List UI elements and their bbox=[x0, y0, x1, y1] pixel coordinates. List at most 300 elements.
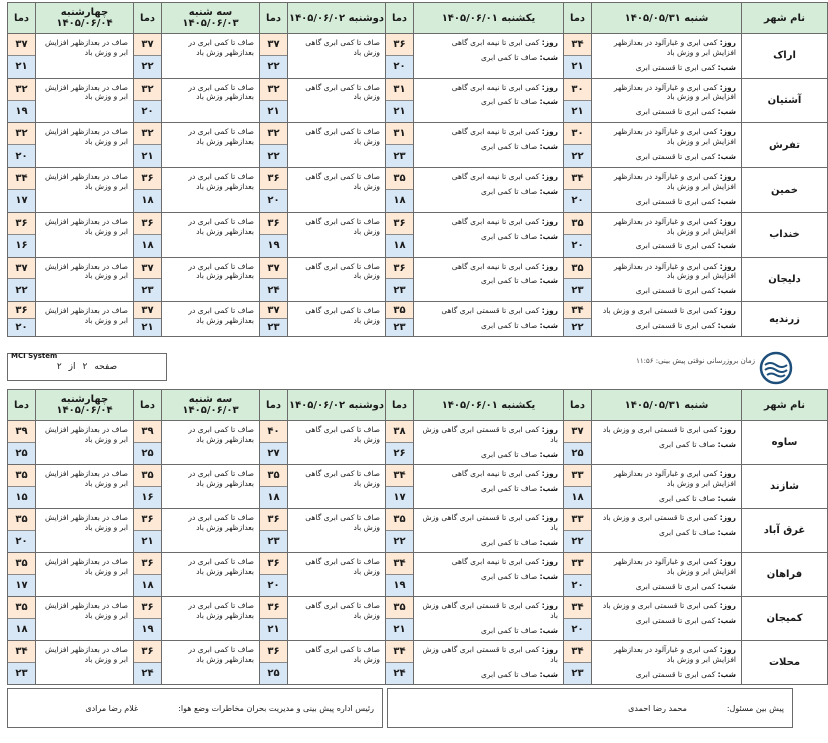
forecast-description bbox=[36, 212, 134, 257]
min-temp: ۲۰ bbox=[134, 101, 161, 123]
forecast-text: صاف در بعدازظهر افزایش ابر و وزش باد bbox=[45, 261, 128, 281]
night-label: شب: bbox=[539, 52, 558, 62]
forecast-description bbox=[288, 421, 386, 465]
night-label: شب: bbox=[539, 276, 558, 286]
min-temp: ۱۹ bbox=[134, 619, 161, 641]
forecast-description bbox=[162, 302, 260, 337]
max-temp: ۳۴ bbox=[8, 168, 35, 190]
max-temp: ۳۴ bbox=[386, 465, 413, 487]
day-text: کمی ابری و غبارآلود در بعدازظهر افزایش ابر و وزش باد bbox=[613, 172, 736, 191]
min-temp: ۱۹ bbox=[260, 235, 287, 257]
forecast-description bbox=[288, 168, 386, 213]
max-temp: ۳۶ bbox=[386, 213, 413, 235]
max-temp: ۳۷ bbox=[564, 421, 591, 443]
min-temp: ۲۰ bbox=[564, 619, 591, 641]
day-text: کمی ابری تا نیمه ابری گاهی bbox=[451, 82, 540, 92]
temperature-cell bbox=[260, 34, 288, 79]
day-text: کمی ابری تا نیمه ابری گاهی bbox=[451, 557, 540, 566]
temperature-cell bbox=[8, 168, 36, 213]
temperature-cell bbox=[386, 212, 414, 257]
min-temp: ۲۳ bbox=[564, 279, 591, 301]
day-label: روز: bbox=[719, 38, 736, 47]
day-text: کمی ابری تا نیمه ابری گاهی bbox=[451, 127, 540, 137]
temperature-cell bbox=[8, 465, 36, 509]
max-temp: ۳۶ bbox=[8, 302, 35, 319]
day-text: کمی ابری تا قسمتی ابری گاهی وزش باد bbox=[422, 513, 558, 532]
forecast-description bbox=[592, 421, 742, 465]
temperature-cell bbox=[134, 421, 162, 465]
night-forecast bbox=[419, 276, 558, 286]
temperature-cell bbox=[8, 78, 36, 123]
min-temp: ۲۰ bbox=[8, 319, 35, 336]
temperature-cell bbox=[386, 34, 414, 79]
forecast-text: صاف تا کمی ابری گاهی وزش باد bbox=[305, 216, 380, 236]
day-forecast bbox=[614, 645, 736, 664]
max-temp: ۳۲ bbox=[260, 79, 287, 101]
night-forecast bbox=[597, 616, 736, 626]
forecast-description bbox=[414, 212, 564, 257]
day-forecast bbox=[603, 306, 736, 315]
night-text: صاف تا کمی ابری bbox=[480, 537, 538, 547]
night-text: کمی ابری تا قسمتی ابری bbox=[635, 151, 716, 161]
min-temp: ۱۸ bbox=[134, 235, 161, 257]
day-label: روز: bbox=[719, 601, 736, 610]
day-text: کمی ابری تا قسمتی ابری و وزش باد bbox=[602, 425, 718, 434]
city-row bbox=[8, 168, 828, 213]
night-forecast bbox=[597, 286, 736, 296]
temperature-cell bbox=[260, 465, 288, 509]
max-temp: ۳۴ bbox=[386, 641, 413, 663]
max-temp: ۳۴ bbox=[564, 597, 591, 619]
header-city: نام شهر bbox=[742, 390, 828, 421]
max-temp: ۳۷ bbox=[134, 258, 161, 280]
min-temp: ۱۸ bbox=[134, 190, 161, 212]
max-temp: ۳۷ bbox=[260, 34, 287, 56]
min-temp: ۱۶ bbox=[134, 487, 161, 509]
organization-logo-icon bbox=[759, 351, 793, 385]
day-forecast bbox=[452, 38, 558, 47]
header-day-2: یکشنبه ۱۴۰۵/۰۶/۰۱ bbox=[414, 3, 564, 34]
day-forecast bbox=[423, 601, 558, 620]
page-total: ۲ bbox=[56, 362, 62, 372]
day-text: کمی ابری و غبارآلود در بعدازظهر افزایش ابر و وزش باد bbox=[613, 469, 736, 488]
department-head-name: غلام رضا مرادی bbox=[85, 703, 139, 713]
min-temp: ۲۰ bbox=[260, 190, 287, 212]
day-text: کمی ابری و غبارآلود در بعدازظهر افزایش ابر و وزش باد bbox=[613, 82, 736, 102]
min-temp: ۲۲ bbox=[260, 145, 287, 167]
min-temp: ۱۹ bbox=[386, 575, 413, 597]
max-temp: ۳۲ bbox=[134, 79, 161, 101]
temperature-cell bbox=[134, 123, 162, 168]
city-row bbox=[8, 421, 828, 465]
temperature-cell bbox=[8, 553, 36, 597]
max-temp: ۳۶ bbox=[134, 168, 161, 190]
max-temp: ۳۶ bbox=[134, 553, 161, 575]
max-temp: ۳۳ bbox=[564, 553, 591, 575]
max-temp: ۳۵ bbox=[260, 465, 287, 487]
night-forecast bbox=[597, 197, 736, 207]
temperature-cell bbox=[564, 509, 592, 553]
page-label: صفحه bbox=[94, 362, 118, 372]
min-temp: ۲۲ bbox=[564, 531, 591, 553]
forecast-description bbox=[288, 465, 386, 509]
temperature-cell bbox=[8, 421, 36, 465]
min-temp: ۲۱ bbox=[386, 101, 413, 123]
day-text: کمی ابری تا قسمتی ابری گاهی وزش باد bbox=[422, 645, 558, 664]
min-temp: ۲۳ bbox=[564, 663, 591, 685]
day-label: روز: bbox=[719, 557, 736, 566]
temperature-cell bbox=[134, 212, 162, 257]
temperature-cell bbox=[260, 553, 288, 597]
temperature-cell bbox=[8, 302, 36, 337]
max-temp: ۳۸ bbox=[386, 421, 413, 443]
forecast-text: صاف در بعدازظهر افزایش ابر و وزش باد bbox=[45, 38, 128, 57]
night-label: شب: bbox=[717, 493, 736, 503]
forecast-text: صاف در بعدازظهر افزایش ابر و وزش باد bbox=[45, 601, 128, 620]
night-forecast bbox=[419, 232, 558, 242]
night-label: شب: bbox=[717, 196, 736, 206]
min-temp: ۱۸ bbox=[386, 190, 413, 212]
forecast-description bbox=[414, 509, 564, 553]
city-row bbox=[8, 34, 828, 79]
day-forecast bbox=[452, 127, 558, 136]
day-label: روز: bbox=[541, 216, 558, 226]
day-text: کمی ابری و غبارآلود در بعدازظهر افزایش ابر و وزش باد bbox=[613, 557, 736, 576]
city-name: شازند bbox=[742, 465, 828, 509]
header-row bbox=[8, 390, 828, 421]
forecast-text: صاف تا کمی ابری گاهی وزش باد bbox=[305, 306, 380, 326]
temperature-cell bbox=[260, 212, 288, 257]
night-text: کمی ابری تا قسمتی ابری bbox=[635, 241, 716, 251]
forecast-description bbox=[592, 509, 742, 553]
min-temp: ۲۱ bbox=[134, 531, 161, 553]
forecast-text: صاف تا کمی ابری گاهی وزش باد bbox=[305, 425, 380, 444]
temperature-cell bbox=[386, 641, 414, 685]
forecaster-label: پیش بین مسئول: bbox=[726, 703, 784, 713]
min-temp: ۲۲ bbox=[564, 145, 591, 167]
max-temp: ۳۲ bbox=[134, 123, 161, 145]
day-label: روز: bbox=[719, 306, 736, 316]
max-temp: ۳۵ bbox=[386, 302, 413, 319]
day-label: روز: bbox=[541, 261, 558, 271]
header-day-1: شنبه ۱۴۰۵/۰۵/۳۱ bbox=[592, 390, 742, 421]
night-text: صاف تا کمی ابری bbox=[480, 625, 538, 635]
header-temp: دما bbox=[8, 3, 36, 34]
temperature-cell bbox=[8, 509, 36, 553]
forecast-table-top bbox=[7, 2, 828, 337]
max-temp: ۳۴ bbox=[564, 641, 591, 663]
night-forecast bbox=[419, 538, 558, 548]
day-label: روز: bbox=[719, 82, 736, 92]
forecast-description bbox=[36, 168, 134, 213]
day-forecast bbox=[452, 217, 558, 226]
night-text: صاف تا کمی ابری bbox=[480, 321, 538, 331]
day-forecast bbox=[614, 83, 736, 102]
day-text: کمی ابری و غبارآلود در بعدازظهر افزایش ابر و وزش باد bbox=[613, 645, 736, 664]
forecast-description bbox=[36, 421, 134, 465]
forecast-description bbox=[592, 465, 742, 509]
max-temp: ۳۱ bbox=[386, 79, 413, 101]
max-temp: ۳۴ bbox=[386, 553, 413, 575]
day-forecast bbox=[423, 425, 558, 444]
max-temp: ۳۴ bbox=[564, 168, 591, 190]
min-temp: ۱۸ bbox=[260, 487, 287, 509]
min-temp: ۲۲ bbox=[134, 56, 161, 78]
night-label: شب: bbox=[717, 62, 736, 72]
night-forecast bbox=[419, 572, 558, 582]
city-name: خمین bbox=[742, 168, 828, 213]
temperature-cell bbox=[564, 78, 592, 123]
max-temp: ۳۳ bbox=[564, 509, 591, 531]
forecast-description bbox=[414, 421, 564, 465]
forecast-description bbox=[592, 168, 742, 213]
day-forecast bbox=[423, 513, 558, 532]
night-label: شب: bbox=[539, 571, 558, 581]
city-name: دلیجان bbox=[742, 257, 828, 302]
min-temp: ۲۱ bbox=[8, 56, 35, 78]
city-row bbox=[8, 78, 828, 123]
min-temp: ۱۸ bbox=[386, 235, 413, 257]
forecast-table-bottom-wrapper bbox=[7, 389, 806, 685]
night-text: صاف تا کمی ابری bbox=[480, 186, 538, 196]
temperature-cell bbox=[386, 302, 414, 337]
min-temp: ۲۳ bbox=[386, 279, 413, 301]
max-temp: ۳۶ bbox=[260, 641, 287, 663]
city-name: خنداب bbox=[742, 212, 828, 257]
forecast-text: صاف تا کمی ابری در بعدازظهر وزش باد bbox=[188, 82, 254, 102]
forecast-description bbox=[162, 553, 260, 597]
forecast-text: صاف تا کمی ابری در بعدازظهر وزش باد bbox=[188, 38, 254, 57]
min-temp: ۲۵ bbox=[564, 443, 591, 465]
day-forecast bbox=[603, 601, 736, 610]
night-label: شب: bbox=[717, 321, 736, 331]
temperature-cell bbox=[564, 212, 592, 257]
header-day-3: دوشنبه ۱۴۰۵/۰۶/۰۲ bbox=[288, 390, 386, 421]
min-temp: ۲۷ bbox=[260, 443, 287, 465]
temperature-cell bbox=[386, 257, 414, 302]
forecast-description bbox=[288, 553, 386, 597]
forecast-text: صاف تا کمی ابری در بعدازظهر وزش باد bbox=[188, 645, 254, 664]
min-temp: ۲۱ bbox=[564, 56, 591, 78]
max-temp: ۳۶ bbox=[386, 258, 413, 280]
forecast-text: صاف تا کمی ابری در بعدازظهر وزش باد bbox=[188, 469, 254, 488]
min-temp: ۱۷ bbox=[8, 575, 35, 597]
max-temp: ۳۱ bbox=[386, 123, 413, 145]
forecast-description bbox=[36, 302, 134, 337]
max-temp: ۳۹ bbox=[8, 421, 35, 443]
day-forecast bbox=[452, 262, 558, 271]
night-label: شب: bbox=[717, 241, 736, 251]
forecast-text: صاف تا کمی ابری گاهی وزش باد bbox=[305, 127, 380, 147]
min-temp: ۲۱ bbox=[260, 619, 287, 641]
forecast-description bbox=[288, 509, 386, 553]
forecast-text: صاف تا کمی ابری گاهی وزش باد bbox=[305, 645, 380, 664]
day-text: کمی ابری تا قسمتی ابری و وزش باد bbox=[602, 601, 718, 610]
forecast-description bbox=[592, 641, 742, 685]
temperature-cell bbox=[134, 257, 162, 302]
forecast-text: صاف در بعدازظهر افزایش ابر و وزش باد bbox=[45, 469, 128, 488]
city-name: ساوه bbox=[742, 421, 828, 465]
day-text: کمی ابری تا نیمه ابری گاهی bbox=[451, 469, 540, 478]
header-temp: دما bbox=[260, 390, 288, 421]
night-forecast bbox=[597, 107, 736, 117]
city-row bbox=[8, 302, 828, 337]
min-temp: ۲۱ bbox=[260, 101, 287, 123]
temperature-cell bbox=[260, 302, 288, 337]
day-label: روز: bbox=[719, 425, 736, 434]
min-temp: ۲۰ bbox=[564, 575, 591, 597]
min-temp: ۲۰ bbox=[8, 145, 35, 167]
max-temp: ۳۶ bbox=[260, 168, 287, 190]
max-temp: ۳۷ bbox=[134, 34, 161, 56]
night-label: شب: bbox=[539, 186, 558, 196]
temperature-cell bbox=[260, 168, 288, 213]
forecast-description bbox=[414, 34, 564, 79]
min-temp: ۱۵ bbox=[8, 487, 35, 509]
temperature-cell bbox=[564, 257, 592, 302]
night-label: شب: bbox=[539, 231, 558, 241]
max-temp: ۳۵ bbox=[8, 553, 35, 575]
city-name: آشتیان bbox=[742, 78, 828, 123]
header-day-1: شنبه ۱۴۰۵/۰۵/۳۱ bbox=[592, 3, 742, 34]
temperature-cell bbox=[386, 78, 414, 123]
forecast-description bbox=[288, 34, 386, 79]
forecast-description bbox=[414, 168, 564, 213]
temperature-cell bbox=[8, 641, 36, 685]
forecast-description bbox=[36, 597, 134, 641]
night-text: صاف تا کمی ابری bbox=[480, 669, 538, 679]
forecast-description bbox=[162, 509, 260, 553]
header-temp: دما bbox=[134, 3, 162, 34]
max-temp: ۴۰ bbox=[260, 421, 287, 443]
forecast-text: صاف در بعدازظهر افزایش ابر و وزش باد bbox=[45, 82, 128, 102]
forecast-text: صاف تا کمی ابری در بعدازظهر وزش باد bbox=[188, 513, 254, 532]
night-text: کمی ابری تا قسمتی ابری bbox=[635, 615, 716, 625]
day-text: کمی ابری و غبارآلود در بعدازظهر افزایش ابر و وزش باد bbox=[613, 216, 736, 236]
max-temp: ۳۷ bbox=[8, 258, 35, 280]
header-temp: دما bbox=[134, 390, 162, 421]
max-temp: ۳۴ bbox=[564, 302, 591, 319]
min-temp: ۲۰ bbox=[260, 575, 287, 597]
night-text: کمی ابری تا قسمتی ابری bbox=[635, 107, 716, 117]
night-label: شب: bbox=[717, 615, 736, 625]
min-temp: ۲۵ bbox=[8, 443, 35, 465]
temperature-cell bbox=[564, 597, 592, 641]
night-text: صاف تا کمی ابری bbox=[480, 483, 538, 493]
temperature-cell bbox=[386, 168, 414, 213]
max-temp: ۳۷ bbox=[260, 258, 287, 280]
max-temp: ۳۶ bbox=[260, 553, 287, 575]
forecast-description bbox=[414, 257, 564, 302]
forecast-text: صاف تا کمی ابری گاهی وزش باد bbox=[305, 513, 380, 532]
forecast-text: صاف در بعدازظهر افزایش ابر و وزش باد bbox=[45, 216, 128, 236]
night-forecast bbox=[597, 321, 736, 331]
night-text: کمی ابری تا قسمتی ابری bbox=[635, 196, 716, 206]
system-label: MCI System bbox=[11, 352, 58, 360]
night-text: صاف تا کمی ابری bbox=[658, 493, 716, 503]
min-temp: ۱۸ bbox=[564, 487, 591, 509]
night-forecast bbox=[419, 187, 558, 197]
min-temp: ۲۲ bbox=[8, 279, 35, 301]
min-temp: ۱۸ bbox=[8, 619, 35, 641]
forecast-text: صاف تا کمی ابری در بعدازظهر وزش باد bbox=[188, 216, 254, 236]
temperature-cell bbox=[8, 34, 36, 79]
min-temp: ۱۷ bbox=[8, 190, 35, 212]
min-temp: ۲۳ bbox=[260, 531, 287, 553]
temperature-cell bbox=[386, 553, 414, 597]
forecast-text: صاف تا کمی ابری گاهی وزش باد bbox=[305, 557, 380, 576]
max-temp: ۳۶ bbox=[134, 509, 161, 531]
max-temp: ۳۶ bbox=[260, 597, 287, 619]
day-forecast bbox=[614, 172, 736, 191]
temperature-cell bbox=[260, 421, 288, 465]
forecast-table-bottom bbox=[7, 389, 828, 685]
forecast-description bbox=[288, 78, 386, 123]
forecast-description bbox=[414, 302, 564, 337]
night-text: صاف تا کمی ابری bbox=[480, 52, 538, 62]
forecast-description bbox=[288, 597, 386, 641]
forecast-description bbox=[414, 597, 564, 641]
night-forecast bbox=[597, 241, 736, 251]
temperature-cell bbox=[134, 641, 162, 685]
forecast-text: صاف تا کمی ابری گاهی وزش باد bbox=[305, 601, 380, 620]
night-text: صاف تا کمی ابری bbox=[480, 142, 538, 152]
temperature-cell bbox=[134, 78, 162, 123]
night-forecast bbox=[419, 321, 558, 331]
city-row bbox=[8, 641, 828, 685]
night-label: شب: bbox=[539, 449, 558, 459]
night-label: شب: bbox=[717, 107, 736, 117]
min-temp: ۲۱ bbox=[564, 101, 591, 123]
night-label: شب: bbox=[539, 142, 558, 152]
min-temp: ۲۰ bbox=[386, 56, 413, 78]
header-day-3: دوشنبه ۱۴۰۵/۰۶/۰۲ bbox=[288, 3, 386, 34]
forecast-description bbox=[414, 553, 564, 597]
day-label: روز: bbox=[719, 216, 736, 226]
min-temp: ۲۳ bbox=[386, 319, 413, 336]
day-label: روز: bbox=[541, 127, 558, 137]
city-row bbox=[8, 465, 828, 509]
forecast-text: صاف تا کمی ابری در بعدازظهر وزش باد bbox=[188, 601, 254, 620]
forecast-text: صاف تا کمی ابری در بعدازظهر وزش باد bbox=[188, 425, 254, 444]
forecast-description bbox=[592, 257, 742, 302]
max-temp: ۳۹ bbox=[134, 421, 161, 443]
city-name: تفرش bbox=[742, 123, 828, 168]
forecast-text: صاف تا کمی ابری در بعدازظهر وزش باد bbox=[188, 127, 254, 147]
forecast-description bbox=[36, 641, 134, 685]
city-row bbox=[8, 597, 828, 641]
night-forecast bbox=[597, 440, 736, 450]
max-temp: ۳۶ bbox=[134, 213, 161, 235]
night-forecast bbox=[597, 582, 736, 592]
day-forecast bbox=[614, 557, 736, 576]
day-label: روز: bbox=[541, 645, 558, 654]
min-temp: ۲۲ bbox=[260, 56, 287, 78]
max-temp: ۳۲ bbox=[260, 123, 287, 145]
forecast-table-top-wrapper bbox=[7, 2, 805, 337]
night-text: کمی ابری تا قسمتی ابری bbox=[635, 286, 716, 296]
forecast-description bbox=[36, 34, 134, 79]
day-forecast bbox=[614, 217, 736, 236]
header-temp: دما bbox=[8, 390, 36, 421]
day-text: کمی ابری و غبارآلود در بعدازظهر افزایش ابر و وزش باد bbox=[613, 38, 736, 57]
max-temp: ۳۶ bbox=[260, 509, 287, 531]
header-temp: دما bbox=[386, 390, 414, 421]
night-label: شب: bbox=[717, 581, 736, 591]
city-name: محلات bbox=[742, 641, 828, 685]
temperature-cell bbox=[134, 302, 162, 337]
min-temp: ۲۵ bbox=[134, 443, 161, 465]
